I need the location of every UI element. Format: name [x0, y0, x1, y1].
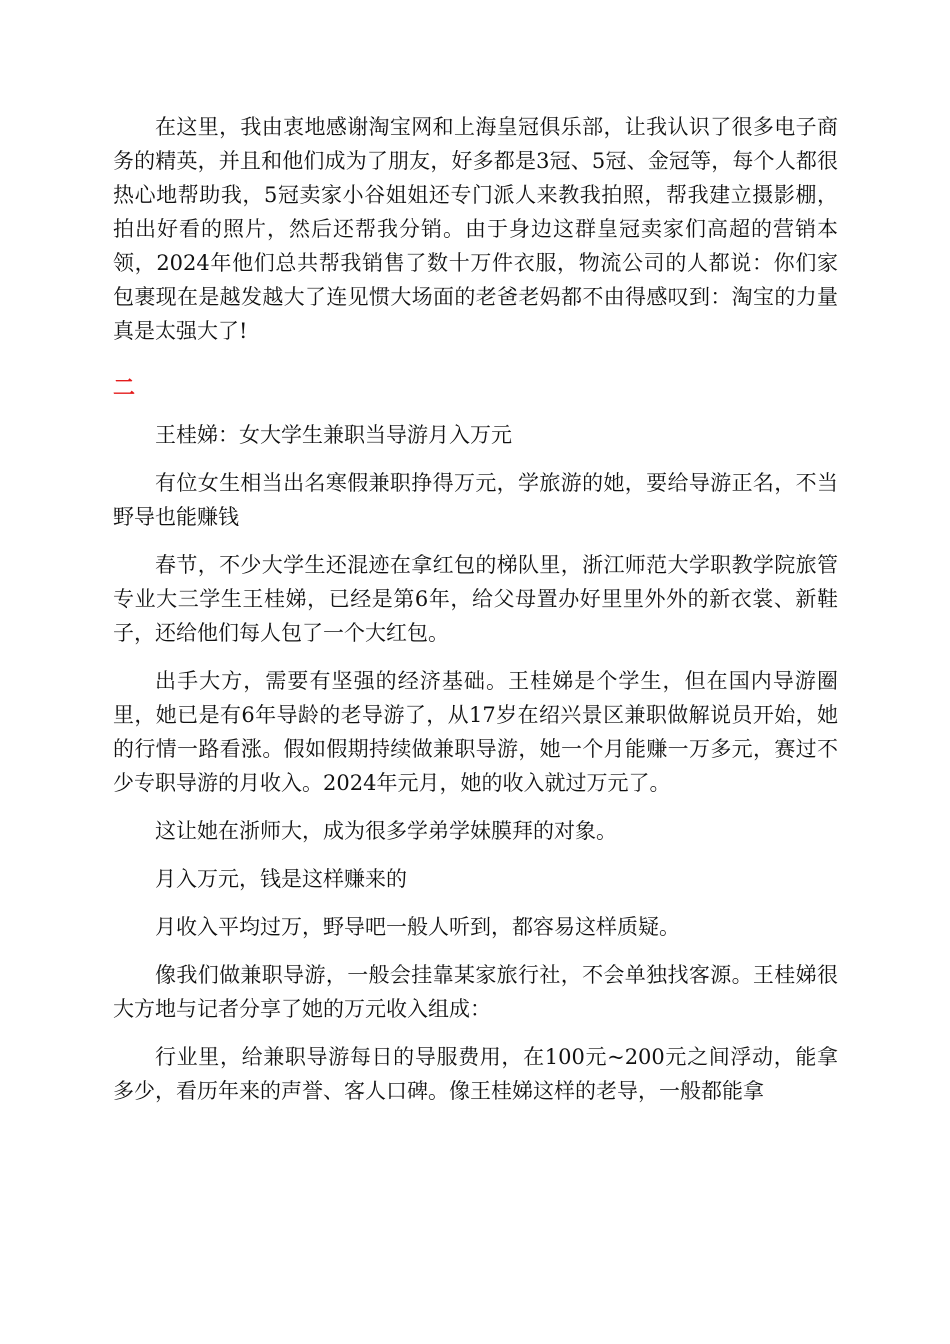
article-subheading: 有位女生相当出名寒假兼职挣得万元，学旅游的她，要给导游正名，不当野导也能赚钱	[113, 471, 838, 529]
paragraph: 行业里，给兼职导游每日的导服费用，在100元~200元之间浮动，能拿多少，看历年来的声誉、客人口碑。像王桂娣这样的老导，一般都能拿	[113, 1045, 838, 1103]
subsection-heading: 月入万元，钱是这样赚来的	[155, 867, 407, 891]
paragraph: 这让她在浙师大，成为很多学弟学妹膜拜的对象。	[155, 819, 617, 843]
paragraph: 出手大方，需要有坚强的经济基础。王桂娣是个学生，但在国内导游圈里，她已是有6年导龄的老导游了，从17岁在绍兴景区兼职做解说员开始，她的行情一路看涨。假如假期持续做兼职导游，她一个月能赚一万多元，赛过不少专职导游的月收入。2024年元月，她的收入就过万元了。	[113, 669, 838, 795]
document-page	[113, 110, 838, 1122]
paragraph: 春节，不少大学生还混迹在拿红包的梯队里，浙江师范大学职教学院旅管专业大三学生王桂娣，已经是第6年，给父母置办好里里外外的新衣裳、新鞋子，还给他们每人包了一个大红包。	[113, 553, 838, 645]
paragraph: 月收入平均过万，野导吧一般人听到，都容易这样质疑。	[155, 915, 680, 939]
section-marker: 二	[113, 376, 136, 401]
article-heading: 王桂娣：女大学生兼职当导游月入万元	[155, 423, 512, 447]
paragraph: 在这里，我由衷地感谢淘宝网和上海皇冠俱乐部，让我认识了很多电子商务的精英，并且和他们成为了朋友，好多都是3冠、5冠、金冠等，每个人都很热心地帮助我，5冠卖家小谷姐姐还专门派人来教我拍照，帮我建立摄影棚，拍出好看的照片，然后还帮我分销。由于身边这群皇冠卖家们高超的营销本领，2024年他们总共帮我销售了数十万件衣服，物流公司的人都说：你们家包裹现在是越发越大了连见惯大场面的老爸老妈都不由得感叹到：淘宝的力量真是太强大了!	[113, 115, 838, 343]
paragraph: 像我们做兼职导游，一般会挂靠某家旅行社，不会单独找客源。王桂娣很大方地与记者分享了她的万元收入组成：	[113, 963, 838, 1021]
